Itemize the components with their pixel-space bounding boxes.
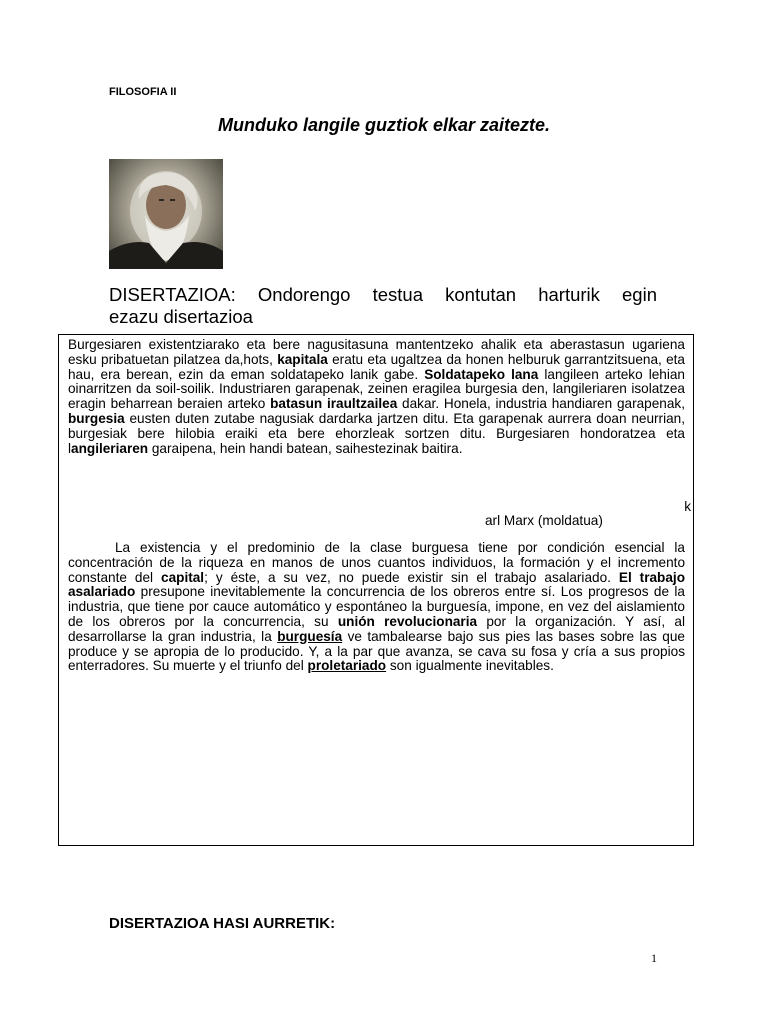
- text-run: eratu eta ugaltzea da honen helburuk garrantzitsuena, eta hau, era berean, ezin da eman soldatapeko lanik gabe.: [68, 351, 685, 382]
- text-run: langileen arteko lehian oinarritzen da soil-soilik. Industriaren garapenak, zeinen eragilea burgesia den, langileriaren isolatzea eragin beharrean beraien arteko: [68, 366, 685, 412]
- spanish-paragraph: [68, 541, 685, 674]
- attribution-initial: k: [684, 499, 691, 514]
- text-run: ve tambalearse bajo sus pies las bases sobre las que produce y se apropia de lo producido. Y, a la par que avanza, se cava su fosa y cría a sus propios enterradores. Su muerte y el triunfo del: [68, 628, 685, 674]
- text-run: presupone inevitablemente la concurrencia de los obreros entre sí. Los progresos de la industria, que tiene por cauce automático y espontáneo la burguesía, impone, en vez del aislamiento de los obreros por la concurrencia, su: [68, 584, 685, 629]
- assignment-line-1: DISERTAZIOA: Ondorengo testua kontutan harturik egin: [109, 284, 657, 305]
- bold-term: kapitala: [277, 351, 328, 367]
- text-run: dakar. Honela, industria handiaren garapenak,: [397, 396, 685, 412]
- text-run: por la organización. Y así, al desarrollarse la gran industria, la: [68, 613, 685, 644]
- motto-title: Munduko langile guztiok elkar zaitezte.: [217, 115, 551, 135]
- page-number: 1: [651, 951, 657, 965]
- bold-underlined-term: burguesía: [277, 628, 343, 644]
- section-subheading: DISERTAZIOA HASI AURRETIK:: [109, 915, 336, 932]
- bold-term: batasun iraultzailea: [270, 396, 398, 412]
- bold-term: Soldatapeko lana: [424, 366, 539, 382]
- marx-portrait-icon: [109, 159, 223, 269]
- text-run: garaipena, hein handi batean, saihestezinak baitira.: [148, 440, 463, 456]
- text-run: eusten duten zutabe nagusiak dardarka jartzen ditu. Eta garapenak aurrera doan neurrian, burgesiak bere hilobia eraiki eta bere ehorzleak sortzen ditu. Burgesiaren hondoratzea eta l: [68, 410, 685, 456]
- bold-term: El trabajo asalariado: [68, 569, 685, 600]
- text-run: La existencia y el predominio de la clase burguesa tiene por condición esencial la concentración de la riqueza en manos de unos cuantos individuos, la formación y el incremento constante del: [68, 540, 685, 585]
- assignment-heading: [109, 284, 657, 328]
- bold-term: capital: [161, 569, 205, 585]
- text-run: Burgesiaren existentziarako eta bere nagusitasuna mantentzeko ahalik eta aberastasun ugariena esku pribatuetan pilatzea da,hots,: [68, 337, 685, 367]
- bold-term: unión revolucionaria: [337, 613, 478, 629]
- bold-term: burgesia: [68, 410, 125, 426]
- attribution: arl Marx (moldatua): [485, 513, 603, 528]
- basque-paragraph: [68, 338, 685, 456]
- text-box: [58, 334, 694, 846]
- text-run: ; y éste, a su vez, no puede existir sin el trabajo asalariado.: [204, 569, 619, 585]
- assignment-line-2: ezazu disertazioa: [109, 306, 253, 327]
- bold-term: angileriaren: [71, 440, 149, 456]
- course-label: FILOSOFIA II: [109, 86, 177, 98]
- text-run: son igualmente inevitables.: [386, 658, 554, 674]
- bold-underlined-term: proletariado: [307, 658, 387, 674]
